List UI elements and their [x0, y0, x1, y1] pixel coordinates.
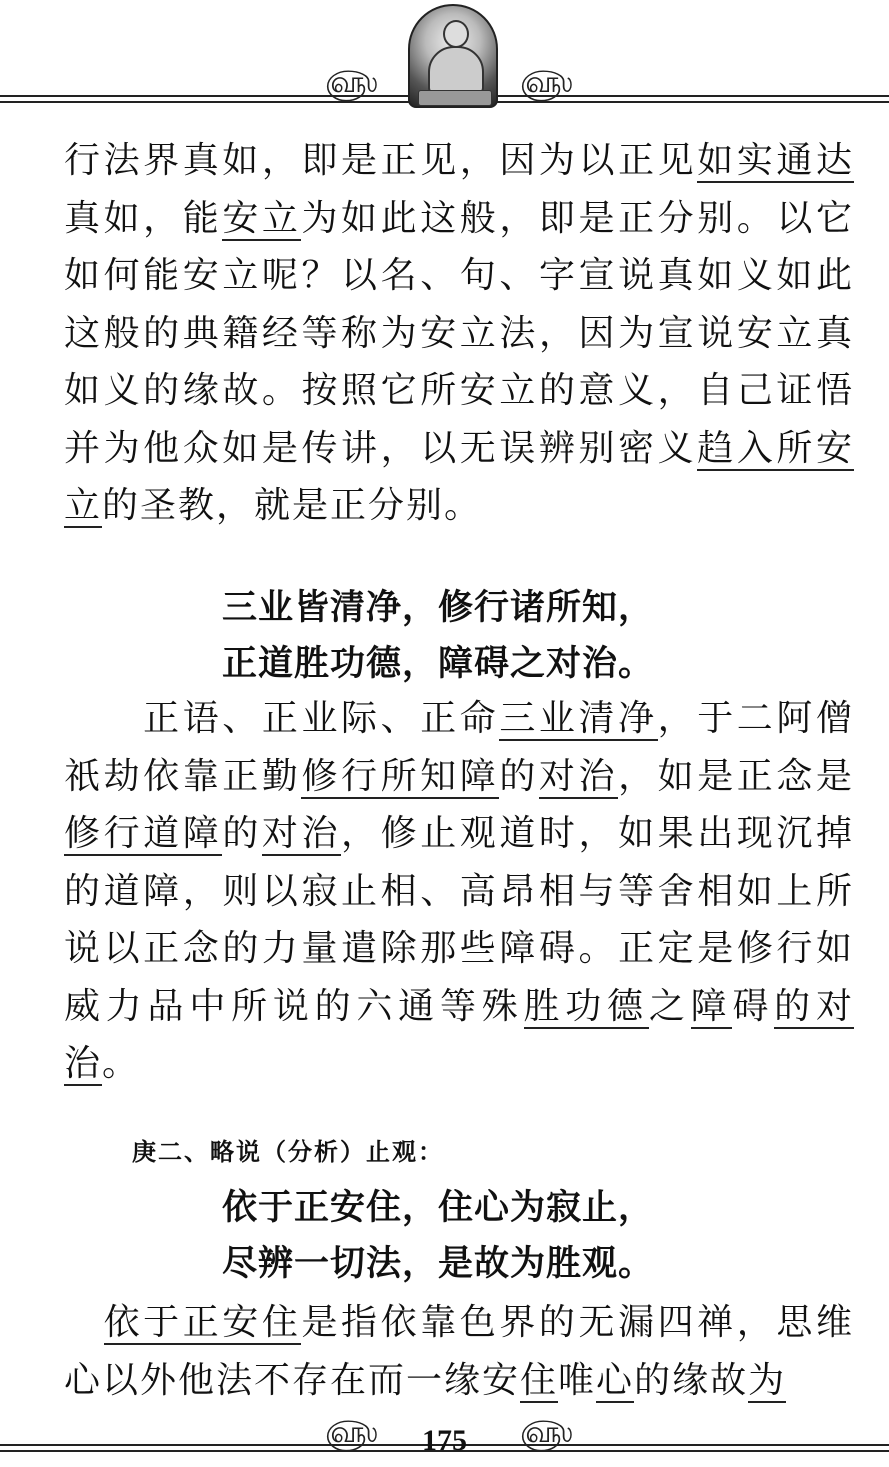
underlined-phrase: 的对治 [64, 985, 854, 1084]
underlined-phrase: 安立 [222, 197, 302, 239]
text-run: 。 [102, 1043, 141, 1084]
underlined-phrase: 修行道障 [64, 813, 223, 854]
text-run: 碍 [732, 985, 775, 1027]
cloud-ornament-icon: ௵ [520, 65, 573, 100]
cloud-ornament-icon: ௵ [325, 65, 378, 100]
underlined-phrase: 心 [596, 1359, 635, 1401]
verse-line: 正道胜功德，障碍之对治。 [222, 644, 655, 684]
verse-line: 依于正安住，住心为寂止， [222, 1188, 655, 1228]
buddha-medallion-icon [408, 4, 498, 108]
underlined-phrase: 对治 [538, 755, 619, 797]
underlined-phrase: 修行所知障 [301, 755, 500, 797]
page-footer [0, 1410, 889, 1467]
text-run: 为如此这般，即是正分别。以它如何能安立呢？以名、句、字宣说真如义如此这般的典籍经等称为安立法，因为宣说安立真如义的缘故。按照它所安立的意义，自己证悟并为他众如是传讲，以无误辨别密义 [64, 197, 854, 469]
underlined-phrase: 依于正安住 [103, 1302, 302, 1343]
body-text [64, 690, 854, 1093]
text-run [64, 1302, 104, 1343]
cloud-ornament-icon: ௵ [520, 1415, 573, 1450]
text-run: 正语、正业际、正命 [64, 698, 500, 739]
underlined-phrase: 对治 [261, 813, 342, 854]
text-run: ，修止观道时，如果出现沉掉的道障，则以寂止相、高昂相与等舍相如上所说以正念的力量遣除那些障碍。正定是修行如威力品中所说的六通等殊 [64, 813, 854, 1027]
page-number: 175 [422, 1424, 467, 1457]
verse-line: 三业皆清净，修行诸所知， [222, 588, 655, 628]
text-run: 真如，能 [64, 197, 223, 239]
text-run: 的 [499, 755, 539, 797]
underlined-phrase: 胜功德 [523, 985, 649, 1027]
underlined-phrase: 趋入所安立 [64, 427, 854, 526]
text-run: 是指依靠色界的无漏四禅，思维心以外他法不存在而一缘安 [64, 1302, 854, 1401]
paragraph-2 [64, 690, 854, 1093]
text-run: 的 [222, 813, 262, 854]
verse-line: 尽辨一切法，是故为胜观。 [222, 1244, 655, 1284]
paragraph-3 [64, 1294, 854, 1409]
verse-1 [222, 580, 822, 692]
text-run: 唯 [558, 1359, 597, 1401]
body-text [64, 132, 854, 535]
verse-2 [222, 1180, 822, 1292]
paragraph-1 [64, 132, 854, 535]
text-run: ，于二阿僧祇劫依靠正勤 [64, 698, 854, 797]
text-run: 之 [648, 985, 691, 1027]
body-text [64, 1294, 854, 1409]
underlined-phrase: 三业清净 [499, 698, 658, 739]
underlined-phrase: 如实通达 [697, 140, 854, 181]
underlined-phrase: 为 [748, 1359, 787, 1401]
underlined-phrase: 住 [520, 1359, 559, 1401]
text-run: 的圣教，就是正分别。 [102, 485, 483, 526]
text-run: ，如是正念是 [618, 755, 854, 797]
text-run: 的缘故 [634, 1359, 749, 1401]
section-subheading: 庚二、略说（分析）止观： [132, 1138, 444, 1166]
text-run: 行法界真如，即是正见，因为以正见 [64, 140, 698, 181]
cloud-ornament-icon: ௵ [325, 1415, 378, 1450]
page-header [0, 0, 889, 112]
underlined-phrase: 障 [690, 985, 733, 1027]
